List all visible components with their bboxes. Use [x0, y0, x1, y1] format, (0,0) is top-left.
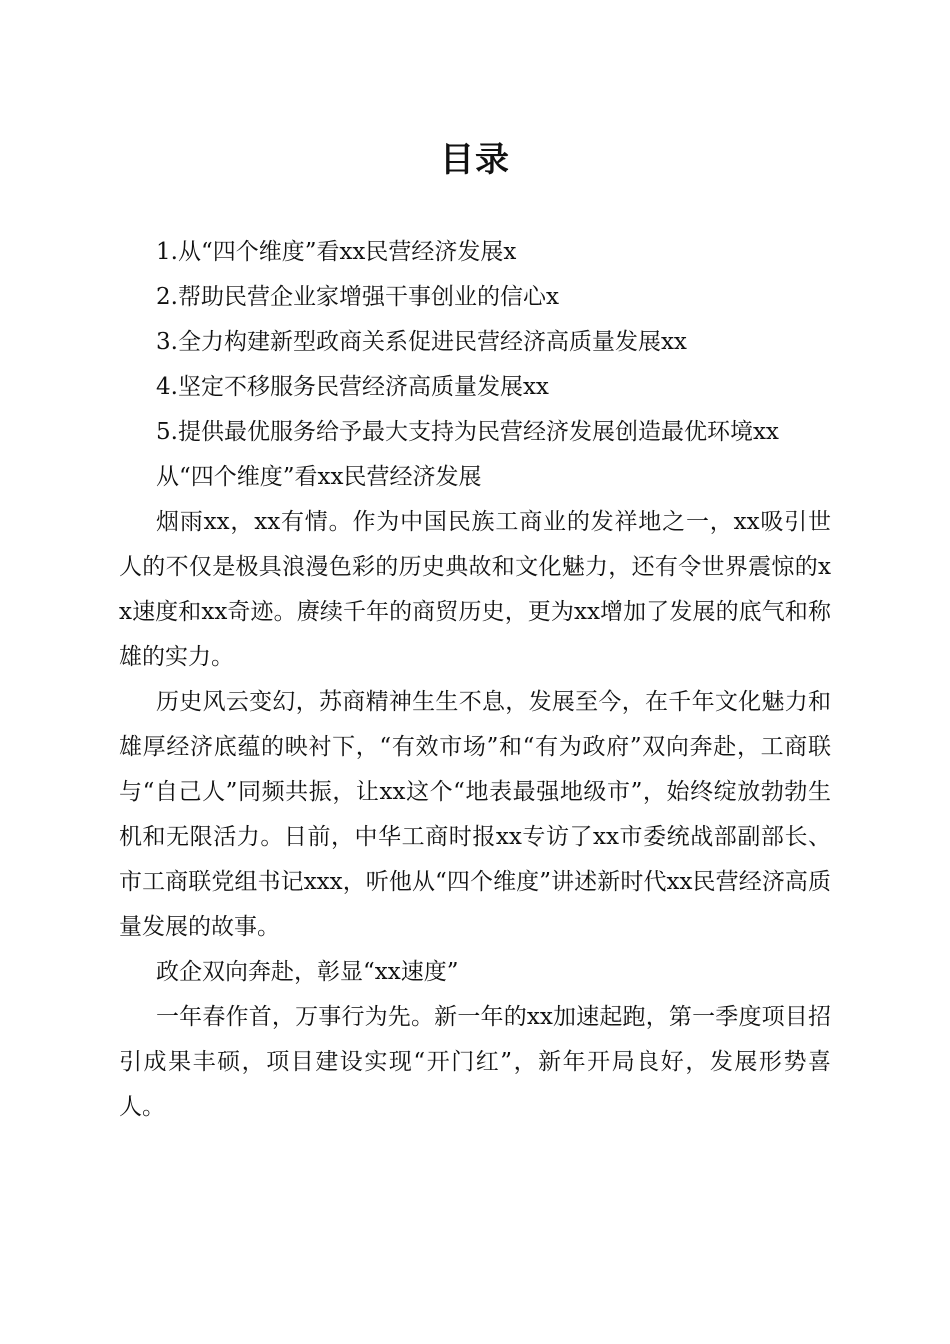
- document-body: [119, 230, 831, 1130]
- toc-item: 3.全力构建新型政商关系促进民营经济高质量发展xx: [156, 329, 687, 355]
- page-title: 目录: [440, 140, 510, 180]
- paragraph: 烟雨xx，xx有情。作为中国民族工商业的发祥地之一，xx吸引世人的不仅是极具浪漫色彩的历史典故和文化魅力，还有令世界震惊的xx速度和xx奇迹。赓续千年的商贸历史，更为xx增加了发展的底气和称雄的实力。: [119, 509, 831, 670]
- section-heading: 政企双向奔赴，彰显“xx速度”: [156, 959, 459, 985]
- article-title: 从“四个维度”看xx民营经济发展: [156, 464, 482, 490]
- paragraph: 一年春作首，万事行为先。新一年的xx加速起跑，第一季度项目招引成果丰硕，项目建设实现“开门红”，新年开局良好，发展形势喜人。: [119, 1004, 831, 1120]
- toc-item: 1.从“四个维度”看xx民营经济发展x: [156, 239, 517, 265]
- toc-item: 4.坚定不移服务民营经济高质量发展xx: [156, 374, 549, 400]
- toc-item: 5.提供最优服务给予最大支持为民营经济发展创造最优环境xx: [156, 419, 779, 445]
- paragraph: 历史风云变幻，苏商精神生生不息，发展至今，在千年文化魅力和雄厚经济底蕴的映衬下，“有效市场”和“有为政府”双向奔赴，工商联与“自己人”同频共振，让xx这个“地表最强地级市”，始终绽放勃勃生机和无限活力。日前，中华工商时报xx专访了xx市委统战部副部长、市工商联党组书记xxx，听他从“四个维度”讲述新时代xx民营经济高质量发展的故事。: [119, 689, 831, 940]
- toc-item: 2.帮助民营企业家增强干事创业的信心x: [156, 284, 559, 310]
